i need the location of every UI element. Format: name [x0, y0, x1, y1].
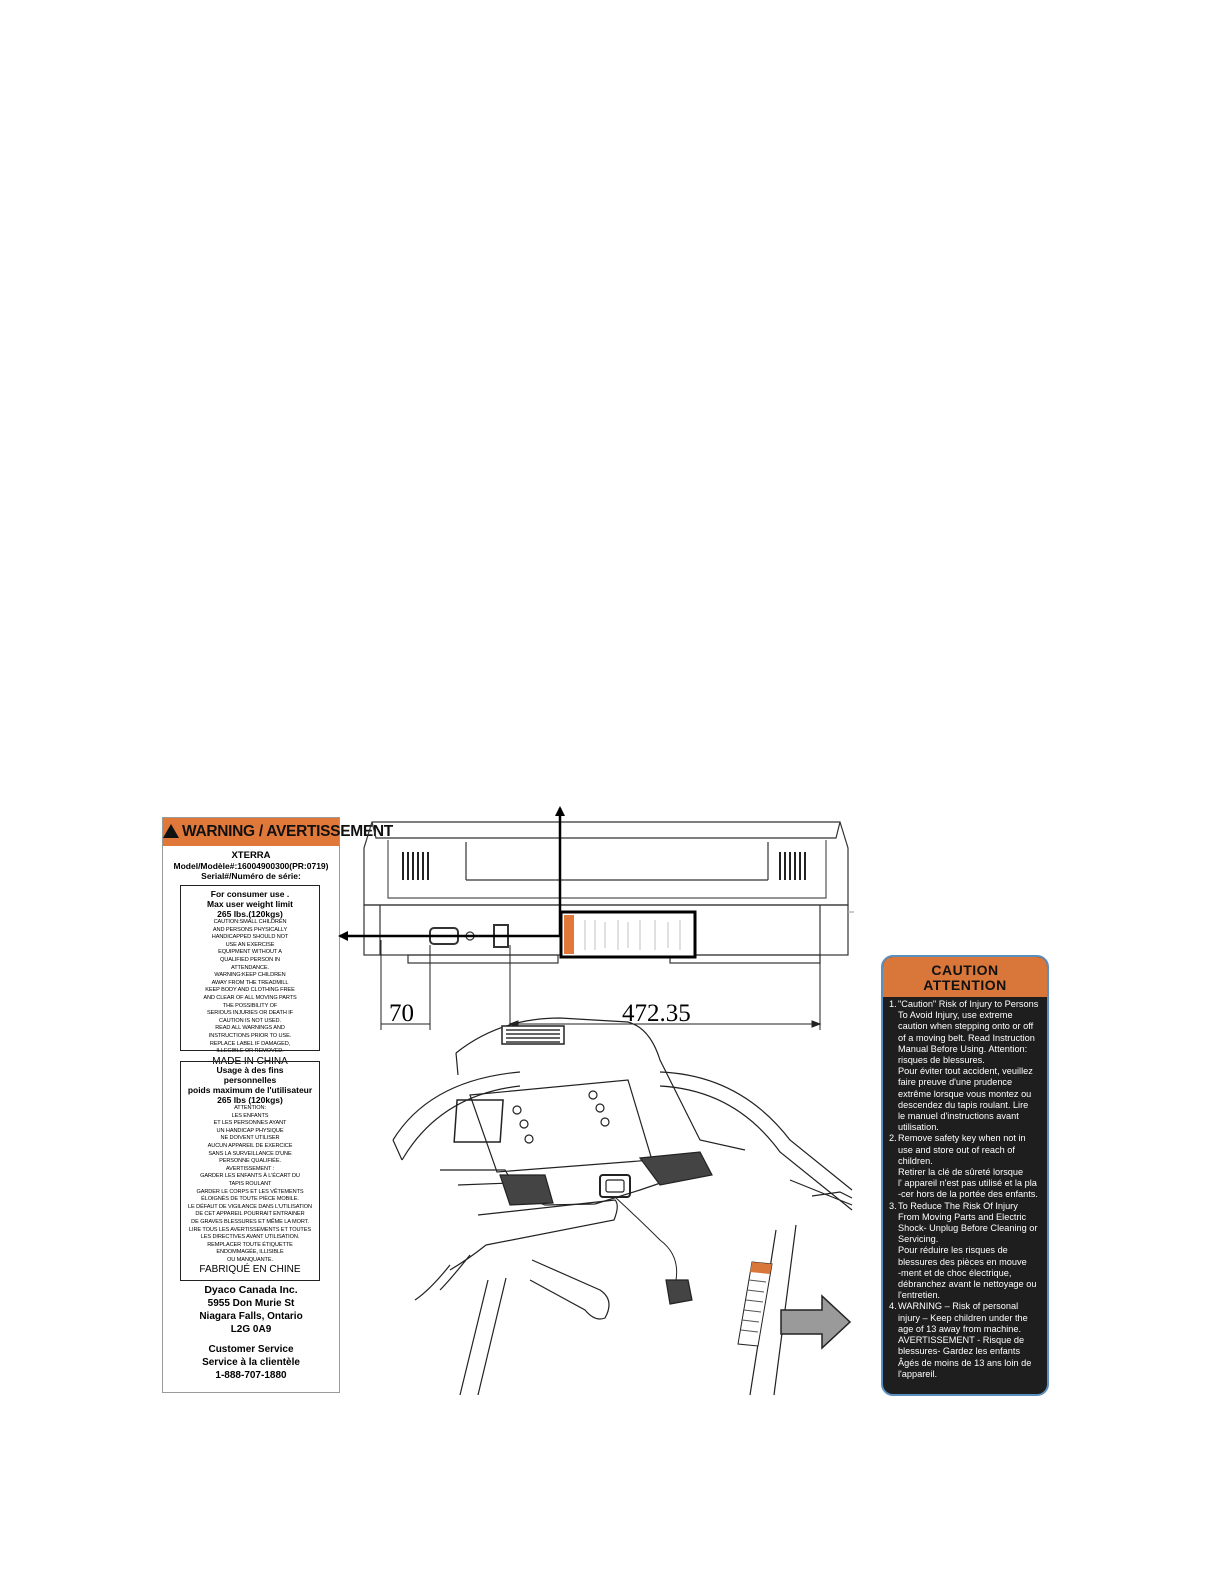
caution-item	[889, 1133, 1045, 1200]
french_box-heading-line: personnelles	[223, 1075, 277, 1085]
english_box-body-line: CAUTION IS NOT USED.	[219, 1017, 281, 1024]
english_box-heading-line: 265 lbs.(120kgs)	[217, 909, 283, 919]
french_box-body-line: DE GRAVES BLESSURES ET MÊME LA MORT.	[191, 1218, 309, 1225]
french_box-body-line: REMPLACER TOUTE ÉTIQUETTE	[207, 1241, 293, 1248]
english_box-footer: MADE IN CHINA	[212, 1055, 288, 1067]
company-line: Service à la clientèle	[202, 1357, 300, 1368]
french_box-body-line: AUCUN APPAREIL DE EXERCICE	[207, 1142, 293, 1149]
english_box-body-line: INSTRUCTIONS PRIOR TO USE.	[208, 1032, 292, 1039]
english_box-body-line: ATTENDANCE.	[231, 964, 269, 971]
english_box-heading-line: For consumer use .	[210, 889, 290, 899]
english_box-body-line: USE AN EXERCISE	[225, 941, 275, 948]
caution-item-text: Remove safety key when not in use and store out of reach of children. Retirer la clé de sûreté lorsque l' appareil n'est pas utilisé et la pla -cer hors de la portée des enfants.	[898, 1133, 1038, 1200]
company-line: Customer Service	[208, 1344, 294, 1355]
right-vent	[780, 852, 805, 880]
english_box-body-line: CAUTION:SMALL CHILDREN	[213, 919, 287, 925]
caution-item-text: "Caution" Risk of Injury to Persons To Avoid Injury, use extreme caution when stepping onto or off of a moving belt. Read Instruction Manual Before Using. Attention: risques de blessures. Pour éviter tout accident, veuillez faire preuve d'une prudence extrême lorsque vous montez ou descendez du tapis roulant. Lire le manuel d'instructions avant utilisation.	[898, 999, 1039, 1133]
treadmill-console-view	[393, 1018, 852, 1395]
english_box-body-line: EQUIPMENT WITHOUT A	[218, 949, 282, 956]
company-line: 5955 Don Murie St	[207, 1298, 295, 1309]
french_box-heading-line: poids maximum de l'utilisateur	[187, 1085, 313, 1095]
french_box-body-line: ATTENTION:	[234, 1105, 266, 1111]
english_box-body-line: AND PERSONS PHYSICALLY	[212, 926, 288, 933]
caution-item-number: 2.	[889, 1133, 897, 1144]
french_box-body-line: AVERTISSEMENT :	[225, 1165, 275, 1172]
caution-item-number: 1.	[889, 999, 897, 1009]
english_box-body-line: KEEP BODY AND CLOTHING FREE	[205, 987, 295, 994]
french_box-body-line: LIRE TOUS LES AVERTISSEMENTS ET TOUTES	[189, 1226, 311, 1233]
upright-sticker	[738, 1262, 772, 1346]
brand-name: XTERRA	[231, 850, 271, 861]
french_box-body-line: GARDER LES ENFANTS À L'ÉCART DU	[200, 1173, 300, 1180]
caution-item-number: 3.	[889, 1200, 897, 1211]
french_box-body-line: OU MANQUANTE.	[227, 1256, 273, 1263]
left-vent	[403, 852, 428, 880]
model-number: Model/Modèle#:16004900300(PR:0719)	[173, 861, 329, 871]
french_box-body-line: LES DIRECTIVES AVANT UTILISATION.	[200, 1234, 300, 1241]
french_box-body-line: GARDER LE CORPS ET LES VÊTEMENTS	[196, 1188, 304, 1195]
dimension-left: 70	[389, 1000, 414, 1027]
caution-item	[889, 1201, 1045, 1302]
english_box-body-line: ILLEGIBLE OR REMOVED.	[216, 1048, 284, 1055]
caution-item-number: 4.	[889, 1301, 897, 1312]
english_box-body-line: SERIOUS INJURIES OR DEATH IF	[207, 1010, 293, 1017]
warning-header-text: WARNING / AVERTISSEMENT	[182, 823, 393, 840]
company-line: Dyaco Canada Inc.	[204, 1284, 298, 1296]
english_box-body-line: AWAY FROM THE TREADMILL	[211, 979, 289, 986]
french_box-body-line: ENDOMMAGÉE, ILLISIBLE	[216, 1249, 284, 1256]
french_box-body-line: UN HANDICAP PHYSIQUE	[216, 1127, 284, 1134]
caution-item	[889, 1301, 1045, 1379]
french_box-body-line: ET LES PERSONNES AYANT	[213, 1120, 287, 1127]
caution-heading-fr: ATTENTION	[923, 977, 1007, 993]
french_box-body-line: TAPIS ROULANT	[228, 1180, 272, 1187]
french_box-body-line: NE DOIVENT UTILISER	[220, 1135, 280, 1142]
english_box-body-line: REPLACE LABEL IF DAMAGED,	[209, 1040, 291, 1047]
french_box-heading-line: 265 lbs (120kgs)	[217, 1095, 283, 1105]
company-line: Niagara Falls, Ontario	[199, 1311, 303, 1322]
french_box-heading-line: Usage à des fins	[216, 1065, 284, 1075]
french_box-body-line: ÉLOIGNÉS DE TOUTE PIÈCE MOBILE.	[201, 1196, 299, 1203]
french_box-body-line: PERSONNE QUALIFIÉE.	[219, 1158, 281, 1165]
caution-item	[889, 999, 1045, 1133]
french_box-body-line: DE CET APPAREIL POURRAIT ENTRAINER	[195, 1211, 305, 1218]
english_box-body-line: THE POSSIBILITY OF	[222, 1002, 278, 1009]
english_box-body-line: READ ALL WARNINGS AND	[215, 1025, 285, 1032]
english_box-body-line: HANDICAPPED SHOULD NOT	[211, 934, 289, 941]
english_box-body-line: AND CLEAR OF ALL MOVING PARTS	[203, 994, 297, 1001]
caution-item-text: To Reduce The Risk Of Injury From Moving Parts and Electric Shock- Unplug Before Cleaning or Servicing. Pour réduire les risques de blessures des pièces en mouve -ment et de choc électrique, débranchez avant le nettoyage ou l'entretien.	[898, 1200, 1038, 1301]
english_box-body-line: QUALIFIED PERSON IN	[220, 956, 280, 963]
caution-body	[889, 999, 1045, 1380]
caution-header	[883, 957, 1047, 997]
caution-item-text: WARNING – Risk of personal injury – Keep children under the age of 13 away from machine. AVERTISSEMENT - Risque de blessures- Gardez les enfants Âgés de moins de 13 ans loin de l'appareil.	[898, 1301, 1032, 1379]
english_box-heading-line: Max user weight limit	[207, 899, 293, 909]
serial-number: Serial#/Numéro de série:	[201, 871, 301, 881]
dimension-right: 472.35	[622, 1000, 691, 1027]
caution-heading-en: CAUTION	[931, 962, 999, 978]
french_box-body-line: SANS LA SURVEILLANCE D'UNE	[208, 1150, 292, 1157]
gray-arrow-icon	[781, 1296, 850, 1348]
french_box-footer: FABRIQUÉ EN CHINE	[199, 1264, 301, 1276]
company-line: 1-888-707-1880	[215, 1370, 287, 1381]
caution-label	[881, 955, 1049, 1396]
french_box-body-line: LES ENFANTS	[231, 1112, 269, 1119]
english_box-body-line: WARNING:KEEP CHILDREN	[214, 972, 286, 979]
french_box-body-line: LE DÉFAUT DE VIGILANCE DANS L'UTILISATION	[188, 1203, 312, 1210]
company-line: L2G 0A9	[230, 1324, 272, 1335]
